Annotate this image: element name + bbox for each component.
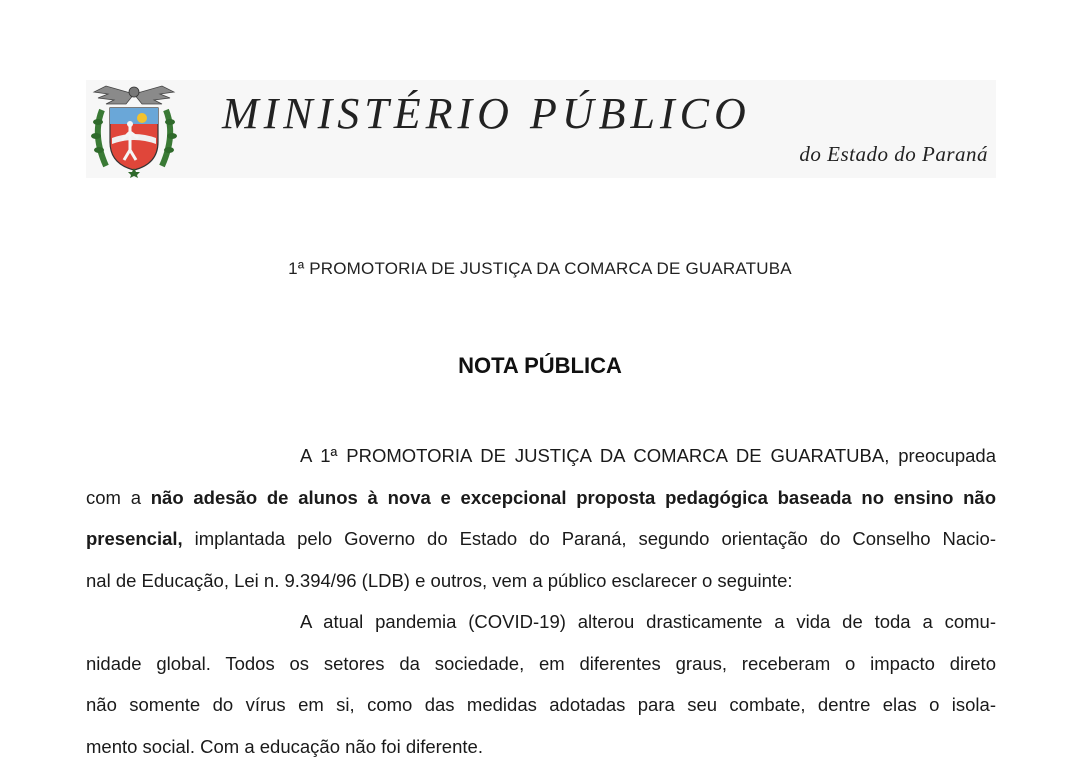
paragraph-line (86, 477, 996, 519)
paragraph-line: mento social. Com a educação não foi diferente. (86, 726, 996, 767)
paragraph-line: não somente do vírus em si, como das medidas adotadas para seu combate, dentre elas o isola- (86, 684, 996, 726)
bold-text-run: presencial, (86, 528, 183, 549)
parana-coat-of-arms-icon (86, 80, 182, 178)
document-title: NOTA PÚBLICA (0, 353, 1080, 379)
paragraph-line: A atual pandemia (COVID-19) alterou drasticamente a vida de toda a comu- (86, 601, 996, 643)
institution-subtitle: do Estado do Paraná (799, 142, 988, 167)
paragraph-line (86, 518, 996, 560)
paragraph-line: nal de Educação, Lei n. 9.394/96 (LDB) e outros, vem a público esclarecer o seguinte: (86, 560, 996, 602)
letterhead (86, 80, 996, 178)
text-run: com a (86, 487, 151, 508)
bold-text-run: não adesão de alunos à nova e excepcional proposta pedagógica baseada no ensino não (151, 487, 996, 508)
paragraph-line: nidade global. Todos os setores da sociedade, em diferentes graus, receberam o impacto direto (86, 643, 996, 685)
office-heading: 1ª PROMOTORIA DE JUSTIÇA DA COMARCA DE GUARATUBA (0, 259, 1080, 279)
paragraph-line: A 1ª PROMOTORIA DE JUSTIÇA DA COMARCA DE GUARATUBA, preocupada (86, 435, 996, 477)
document-body (86, 435, 996, 767)
institution-title: MINISTÉRIO PÚBLICO (222, 88, 1002, 139)
text-run: implantada pelo Governo do Estado do Paraná, segundo orientação do Conselho Nacio- (183, 528, 996, 549)
